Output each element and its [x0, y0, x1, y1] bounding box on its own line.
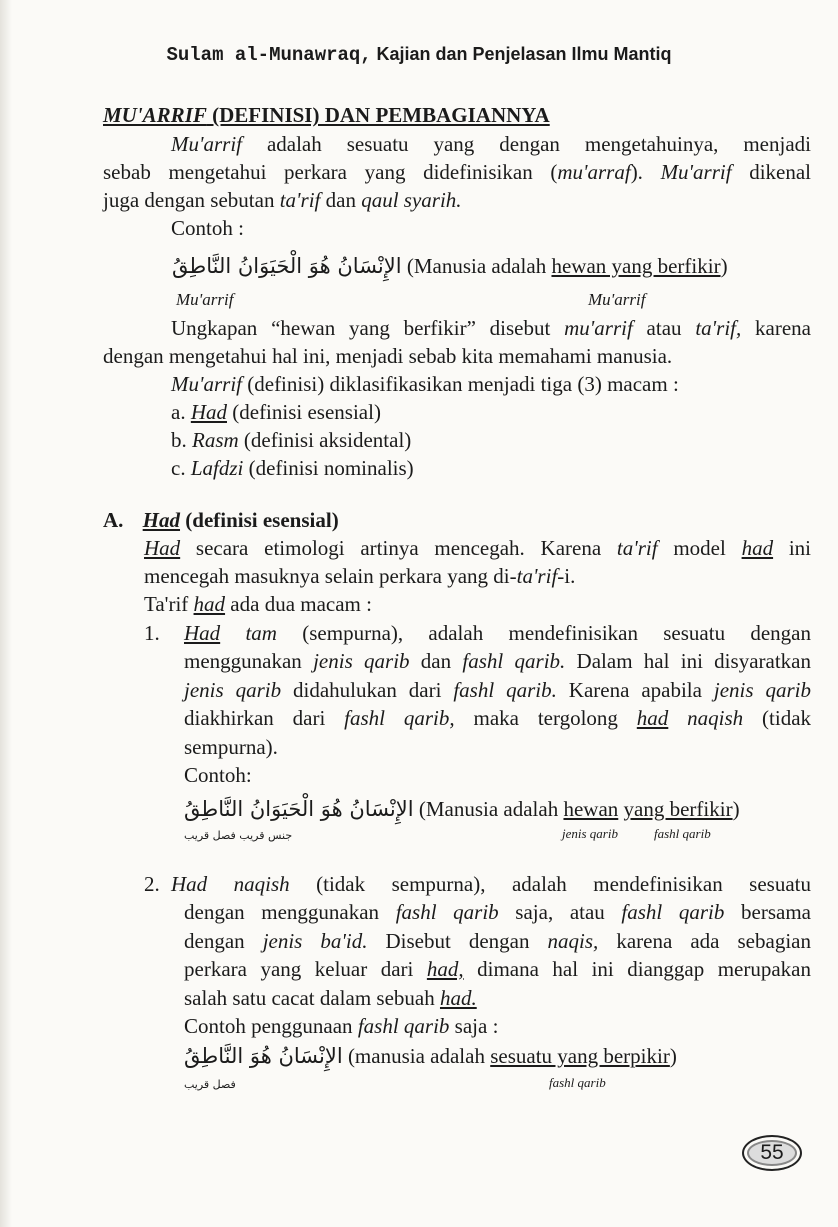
item1-line-3: [184, 676, 811, 704]
italic-term: had: [636, 706, 669, 730]
text-run: sempurna).: [184, 735, 278, 759]
italic-term: Had: [144, 536, 181, 560]
text-run: bersama: [724, 900, 811, 924]
intro-line-1: [171, 130, 811, 158]
para2-line-1: [171, 314, 811, 342]
item1-marker: 1.: [144, 621, 160, 645]
type-item-a: a. Had (definisi esensial): [171, 400, 381, 424]
section-a-line-3: [144, 590, 372, 618]
text-run: model: [657, 536, 742, 560]
label-fashl-qarib: fashl qarib: [549, 1075, 606, 1090]
arabic-term-label: فصل قريب: [184, 1078, 236, 1091]
italic-term: ta'rif: [516, 564, 558, 588]
header-book-title: Sulam al-Munawraq,: [166, 44, 372, 66]
item1-line-4: [184, 704, 811, 732]
translation-open: (Manusia adalah: [406, 254, 552, 278]
header-subtitle: Kajian dan Penjelasan Ilmu Mantiq: [376, 44, 672, 64]
text-run: [220, 621, 245, 645]
text-run: karena ada sebagian: [598, 929, 811, 953]
item2-line-3: [184, 927, 811, 955]
label-jenis-qarib: jenis qarib: [562, 826, 618, 841]
text-run: saja :: [449, 1014, 499, 1038]
text-run: -i.: [557, 564, 576, 588]
page-number-badge: 55: [742, 1135, 802, 1171]
item1-contoh: Contoh:: [184, 763, 252, 787]
item2-line-6: [184, 1012, 498, 1040]
text-run: atau: [632, 316, 696, 340]
item1-line-5: [184, 733, 278, 761]
italic-term: jenis qarib: [184, 678, 282, 702]
italic-term: jenis ba'id.: [262, 929, 368, 953]
example-1: [172, 252, 728, 280]
type-item-c: c. Lafdzi (definisi nominalis): [171, 456, 414, 480]
para2-line-2: [103, 342, 672, 370]
text-run: ).: [630, 160, 661, 184]
running-header: [0, 44, 838, 66]
italic-term: had: [193, 592, 226, 616]
example-3: الإِنْسَانُ هُوَ النَّاطِقُ (manusia adalah sesuatu yang berpikir): [184, 1044, 677, 1068]
intro-line-2: [103, 158, 811, 186]
italic-term: Had: [184, 621, 221, 645]
text-run: dengan mengetahui hal ini, menjadi sebab kita memahami manusia.: [103, 344, 673, 368]
item2-line-5: [184, 984, 477, 1012]
italic-term: fashl qarib: [395, 900, 499, 924]
italic-term: jenis qarib: [313, 649, 410, 673]
text-run: dimana hal ini dianggap merupakan: [463, 957, 811, 981]
text-run: didahulukan dari: [281, 678, 454, 702]
text-run: juga dengan sebutan: [103, 188, 280, 212]
text-run: secara etimologi artinya mencegah. Karena: [180, 536, 617, 560]
item2-marker: 2.: [144, 872, 160, 896]
text-run: ada dua macam :: [225, 592, 372, 616]
arabic-term-labels: جنس قريب فصل قريب: [184, 829, 293, 842]
underlined-jenis: hewan: [563, 797, 619, 821]
text-run: dengan menggunakan: [184, 900, 396, 924]
contoh-label: Contoh :: [171, 216, 244, 240]
arabic-text: الإِنْسَانُ هُوَ النَّاطِقُ: [184, 1044, 343, 1068]
intro-line-3: [103, 186, 462, 214]
italic-term: naqish: [233, 872, 290, 896]
italic-term: had,: [426, 957, 464, 981]
text-run: karena: [741, 316, 811, 340]
text-run: saja, atau: [498, 900, 622, 924]
text-run: (definisi) diklasifikasikan menjadi tiga (3) macam :: [242, 372, 679, 396]
italic-term: jenis qarib: [713, 678, 811, 702]
text-run: maka tergolong: [454, 706, 637, 730]
label-fashl-qarib: fashl qarib: [654, 826, 711, 841]
item2-line-2: [184, 898, 811, 926]
page-edge-shadow: [0, 0, 12, 1227]
text-run: (sempurna), adalah mendefinisikan sesuatu dengan: [276, 621, 812, 645]
italic-term: naqish: [687, 706, 744, 730]
example-2: الإِنْسَانُ هُوَ الْحَيَوَانُ النَّاطِقُ (Manusia adalah hewan yang berfikir): [184, 797, 740, 821]
section-title: MU'ARRIF (DEFINISI) DAN PEMBAGIANNYA: [103, 103, 550, 127]
text-run: (tidak: [743, 706, 812, 730]
text-run: Dalam hal ini disyaratkan: [565, 649, 811, 673]
text-run: dengan: [184, 929, 263, 953]
underlined-fashl: yang berfikir: [623, 797, 733, 821]
text-run: dan: [409, 649, 463, 673]
italic-term: qaul syarih.: [361, 188, 462, 212]
text-run: [207, 872, 233, 896]
section-a-title: A. Had (definisi esensial): [103, 508, 339, 532]
text-run: Ta'rif: [144, 592, 194, 616]
label-left: Mu'arrif: [176, 290, 234, 309]
text-run: ini: [773, 536, 811, 560]
text-run: Karena apabila: [556, 678, 714, 702]
italic-term: Had: [171, 872, 208, 896]
text-run: (tidak sempurna), adalah mendefinisikan sesuatu: [289, 872, 812, 896]
translation-close: ): [720, 254, 728, 278]
text-run: salah satu cacat dalam sebuah: [184, 986, 440, 1010]
text-run: adalah sesuatu yang dengan mengetahuinya, menjadi: [242, 132, 811, 156]
item1-line-1: [184, 619, 811, 647]
text-run: dikenal: [731, 160, 812, 184]
label-right: Mu'arrif: [588, 290, 646, 309]
arabic-text: الإِنْسَانُ هُوَ الْحَيَوَانُ النَّاطِقُ: [172, 254, 402, 278]
type-item-b: b. Rasm (definisi aksidental): [171, 428, 412, 452]
italic-term: naqis,: [547, 929, 599, 953]
text-run: Ungkapan “hewan yang berfikir” disebut: [171, 316, 565, 340]
translation-underlined: hewan yang berfikir: [551, 254, 721, 278]
section-a-line-1: [144, 534, 811, 562]
italic-term: ta'rif: [279, 188, 321, 212]
para2-line-3: [171, 370, 679, 398]
italic-term: fashl qarib: [357, 1014, 450, 1038]
italic-term: had.: [439, 986, 477, 1010]
italic-term: fashl qarib: [621, 900, 725, 924]
item1-line-2: [184, 647, 811, 675]
italic-term: tam: [245, 621, 277, 645]
italic-term: Mu'arrif: [171, 132, 242, 156]
italic-term: mu'arraf: [557, 160, 631, 184]
translation-underlined: sesuatu yang berpikir: [490, 1044, 670, 1068]
italic-term: fashl qarib,: [344, 706, 455, 730]
text-run: diakhirkan dari: [184, 706, 345, 730]
italic-term: Mu'arrif: [660, 160, 732, 184]
italic-term: Mu'arrif: [171, 372, 242, 396]
italic-term: ta'rif: [616, 536, 658, 560]
text-run: sebab mengetahui perkara yang didefinisikan (: [103, 160, 558, 184]
text-run: mencegah masuknya selain perkara yang di-: [144, 564, 517, 588]
text-run: [668, 706, 687, 730]
text-run: Disebut dengan: [367, 929, 548, 953]
italic-term: mu'arrif: [564, 316, 633, 340]
section-a-line-2: [144, 562, 575, 590]
item2-line-4: [184, 955, 811, 983]
italic-term: fashl qarib.: [453, 678, 557, 702]
text-run: perkara yang keluar dari: [184, 957, 427, 981]
italic-term: fashl qarib.: [462, 649, 566, 673]
text-run: Contoh penggunaan: [184, 1014, 358, 1038]
italic-term: ta'rif,: [695, 316, 742, 340]
arabic-text: الإِنْسَانُ هُوَ الْحَيَوَانُ النَّاطِقُ: [184, 797, 414, 821]
text-run: dan: [320, 188, 362, 212]
text-run: menggunakan: [184, 649, 314, 673]
item2-line-1: [171, 870, 811, 898]
italic-term: had: [741, 536, 774, 560]
